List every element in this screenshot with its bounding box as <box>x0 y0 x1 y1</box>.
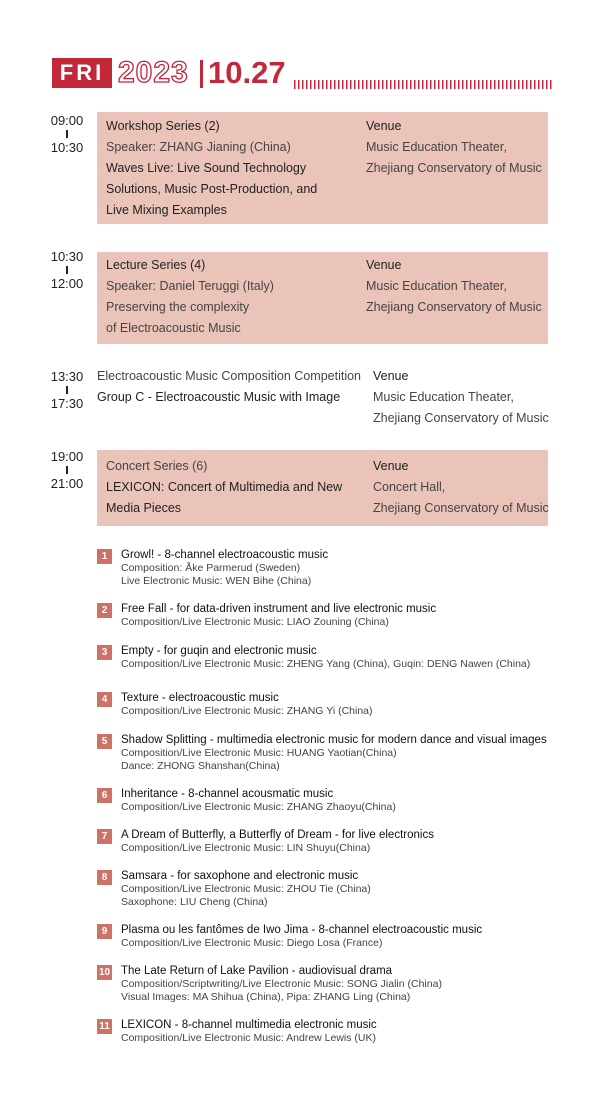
item-number: 4 <box>97 692 112 707</box>
program-item <box>97 644 577 672</box>
program-item <box>97 691 577 719</box>
item-credit: Composition/Live Electronic Music: ZHOU Tie (China) <box>121 883 371 895</box>
item-credit: Composition: Åke Parmerud (Sweden) <box>121 562 301 574</box>
session-title: Live Mixing Examples <box>106 203 227 217</box>
session-time <box>44 249 90 291</box>
venue-heading: Venue <box>373 369 409 383</box>
session-title: of Electroacoustic Music <box>106 321 241 335</box>
item-credit: Composition/Live Electronic Music: ZHANG Zhaoyu(China) <box>121 801 396 813</box>
item-credit: Live Electronic Music: WEN Bihe (China) <box>121 575 312 587</box>
session-block <box>97 366 548 432</box>
session-title: Group C - Electroacoustic Music with Image <box>97 390 341 404</box>
time-end: 17:30 <box>50 396 84 411</box>
item-title: Growl! - 8-channel electroacoustic music <box>121 549 329 561</box>
item-number: 10 <box>98 967 111 978</box>
item-credit: Visual Images: MA Shihua (China), Pipa: ZHANG Ling (China) <box>121 991 411 1003</box>
item-credit: Composition/Live Electronic Music: Andrew Lewis (UK) <box>121 1032 377 1044</box>
time-divider <box>66 386 68 394</box>
program-item <box>97 787 577 815</box>
header-separator <box>200 60 203 88</box>
program-item <box>97 828 577 856</box>
item-credit: Composition/Live Electronic Music: HUANG Yaotian(China) <box>121 747 397 759</box>
weekday-badge: FRI <box>52 58 112 88</box>
item-title: Inheritance - 8-channel acousmatic music <box>121 788 334 800</box>
item-number: 8 <box>97 870 112 885</box>
session-series: Workshop Series (2) <box>106 119 220 133</box>
program-item <box>97 602 577 630</box>
item-number: 6 <box>97 788 112 803</box>
time-divider <box>66 266 68 274</box>
item-title: Free Fall - for data-driven instrument and live electronic music <box>121 603 437 615</box>
venue-institution: Zhejiang Conservatory of Music <box>373 411 549 425</box>
session-series: Concert Series (6) <box>106 459 208 473</box>
item-title: Texture - electroacoustic music <box>121 692 279 704</box>
program-item <box>97 1018 577 1046</box>
time-end: 12:00 <box>50 276 84 291</box>
item-title: A Dream of Butterfly, a Butterfly of Dream - for live electronics <box>121 829 434 841</box>
time-divider <box>66 466 68 474</box>
session-title: Solutions, Music Post-Production, and <box>106 182 318 196</box>
time-end: 10:30 <box>50 140 84 155</box>
venue-heading: Venue <box>366 119 402 133</box>
venue-name: Music Education Theater, <box>366 279 507 293</box>
item-title: Samsara - for saxophone and electronic music <box>121 870 359 882</box>
time-start: 13:30 <box>50 369 84 384</box>
item-credit: Composition/Scriptwriting/Live Electronic Music: SONG Jialin (China) <box>121 978 442 990</box>
item-credit: Composition/Live Electronic Music: LIN Shuyu(China) <box>121 842 371 854</box>
time-divider <box>66 130 68 138</box>
item-title: Empty - for guqin and electronic music <box>121 645 317 657</box>
item-number: 3 <box>97 645 112 660</box>
year-label: 2023 <box>118 56 189 89</box>
item-title: The Late Return of Lake Pavilion - audiovisual drama <box>121 965 393 977</box>
session-title: LEXICON: Concert of Multimedia and New <box>106 480 343 494</box>
item-number: 5 <box>97 734 112 749</box>
session-card <box>97 450 548 526</box>
session-series: Lecture Series (4) <box>106 258 206 272</box>
time-start: 10:30 <box>50 249 84 264</box>
item-credit: Dance: ZHONG Shanshan(China) <box>121 760 280 772</box>
session-time <box>44 113 90 155</box>
item-number: 9 <box>97 924 112 939</box>
session-speaker: Speaker: Daniel Teruggi (Italy) <box>106 279 274 293</box>
time-start: 09:00 <box>50 113 84 128</box>
venue-name: Music Education Theater, <box>373 390 514 404</box>
program-item <box>97 869 577 909</box>
session-title: Waves Live: Live Sound Technology <box>106 161 307 175</box>
session-time <box>44 369 90 411</box>
session-card <box>97 112 548 224</box>
session-card <box>97 252 548 344</box>
venue-institution: Zhejiang Conservatory of Music <box>366 161 542 175</box>
session-title: Media Pieces <box>106 501 182 515</box>
item-credit: Composition/Live Electronic Music: ZHENG Yang (China), Guqin: DENG Nawen (China) <box>121 658 531 670</box>
date-header <box>0 56 599 94</box>
decorative-tick-rule <box>294 80 553 89</box>
item-number: 1 <box>97 549 112 564</box>
venue-name: Concert Hall, <box>373 480 446 494</box>
program-item <box>97 548 577 588</box>
date-label: 10.27 <box>208 55 286 90</box>
venue-heading: Venue <box>366 258 402 272</box>
venue-heading: Venue <box>373 459 409 473</box>
item-credit: Composition/Live Electronic Music: ZHANG Yi (China) <box>121 705 373 717</box>
item-title: Shadow Splitting - multimedia electronic music for modern dance and visual images <box>121 734 547 746</box>
item-credit: Composition/Live Electronic Music: LIAO Zouning (China) <box>121 616 389 628</box>
venue-institution: Zhejiang Conservatory of Music <box>366 300 542 314</box>
item-number: 2 <box>97 603 112 618</box>
program-item <box>97 923 577 951</box>
item-credit: Composition/Live Electronic Music: Diego Losa (France) <box>121 937 383 949</box>
session-time <box>44 449 90 491</box>
program-item <box>97 964 577 1004</box>
time-start: 19:00 <box>50 449 84 464</box>
session-title: Preserving the complexity <box>106 300 250 314</box>
item-title: LEXICON - 8-channel multimedia electronic music <box>121 1019 377 1031</box>
venue-name: Music Education Theater, <box>366 140 507 154</box>
item-number: 7 <box>97 829 112 844</box>
item-title: Plasma ou les fantômes de Iwo Jima - 8-channel electroacoustic music <box>121 924 483 936</box>
item-number: 11 <box>97 1019 112 1034</box>
program-item <box>97 733 577 773</box>
venue-institution: Zhejiang Conservatory of Music <box>373 501 549 515</box>
time-end: 21:00 <box>50 476 84 491</box>
item-credit: Saxophone: LIU Cheng (China) <box>121 896 268 908</box>
session-series: Electroacoustic Music Composition Competition <box>97 369 361 383</box>
session-speaker: Speaker: ZHANG Jianing (China) <box>106 140 291 154</box>
